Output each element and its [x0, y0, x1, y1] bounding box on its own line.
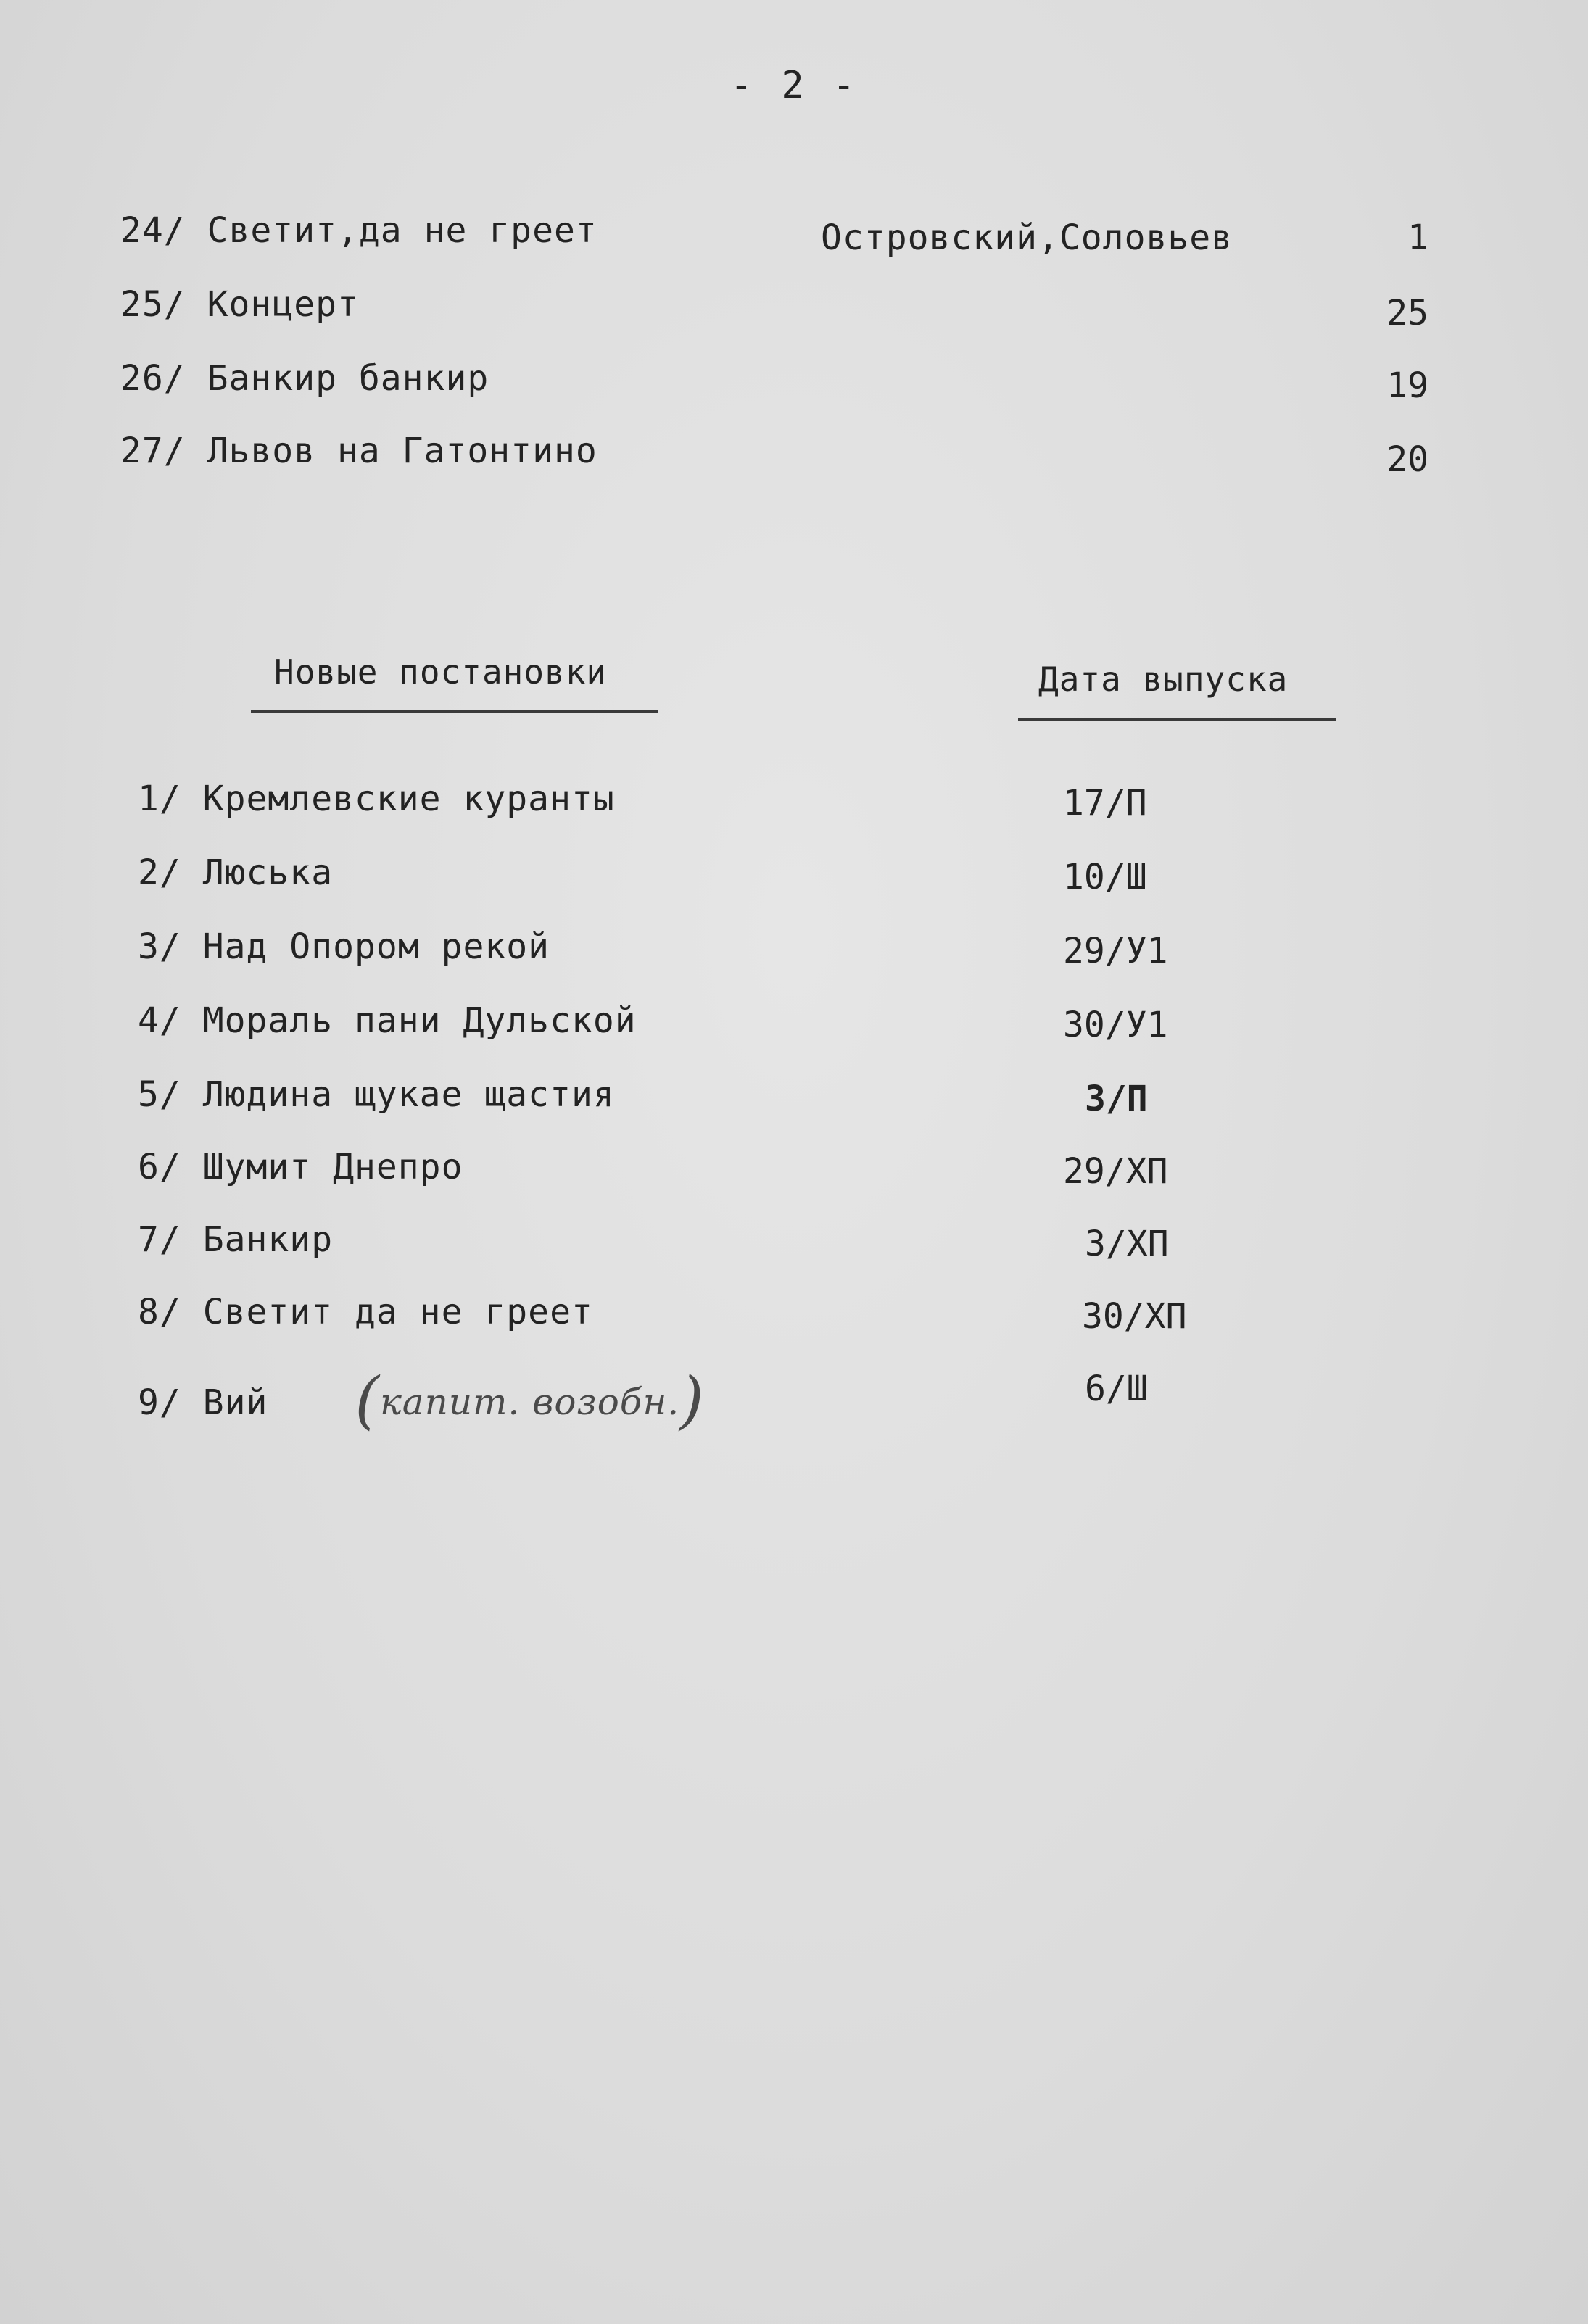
- count-26: 19: [1386, 365, 1428, 406]
- count-24: 1: [1407, 217, 1428, 258]
- production-date-3: 29/У1: [1063, 931, 1168, 971]
- production-item-8: 8/ Светит да не греет: [138, 1292, 593, 1332]
- production-date-1: 17/П: [1063, 783, 1147, 823]
- count-25: 25: [1386, 293, 1428, 333]
- production-date-7: 3/ХП: [1085, 1224, 1169, 1264]
- handwritten-note: (капит. возобн.): [355, 1364, 705, 1437]
- production-item-5: 5/ Людина щукае щастия: [138, 1074, 615, 1115]
- author-24: Островский,Соловьев: [821, 217, 1233, 258]
- production-date-2: 10/Ш: [1063, 857, 1147, 897]
- list-item-26: 26/ Банкир банкир: [120, 358, 489, 399]
- page-number: - 2 -: [729, 64, 859, 107]
- production-item-3: 3/ Над Опором рекой: [138, 926, 550, 967]
- list-item-25: 25/ Концерт: [120, 284, 359, 325]
- production-date-6: 29/ХП: [1063, 1151, 1168, 1192]
- production-item-9: [138, 1364, 705, 1437]
- production-item-1: 1/ Кремлевские куранты: [138, 779, 615, 819]
- production-date-9: 6/Ш: [1085, 1369, 1148, 1409]
- production-item-7: 7/ Банкир: [138, 1219, 334, 1260]
- handwritten-note-text: капит. возобн.: [379, 1381, 680, 1423]
- production-date-4: 30/У1: [1063, 1005, 1168, 1045]
- production-item-9-label: 9/ Вий: [138, 1382, 268, 1423]
- list-item-24: 24/ Светит,да не греет: [120, 210, 597, 251]
- production-item-2: 2/ Люська: [138, 852, 334, 893]
- list-item-27: 27/ Львов на Гатонтино: [120, 431, 597, 471]
- count-27: 20: [1386, 439, 1428, 480]
- new-productions-heading: Новые постановки: [274, 652, 608, 692]
- production-date-8: 30/ХП: [1082, 1296, 1187, 1337]
- release-date-heading: Дата выпуска: [1038, 660, 1289, 699]
- production-item-6: 6/ Шумит Днепро: [138, 1147, 463, 1187]
- production-date-5: 3/П: [1085, 1079, 1148, 1119]
- new-productions-underline: [251, 710, 658, 713]
- release-date-underline: [1018, 718, 1336, 721]
- production-item-4: 4/ Мораль пани Дульской: [138, 1000, 637, 1041]
